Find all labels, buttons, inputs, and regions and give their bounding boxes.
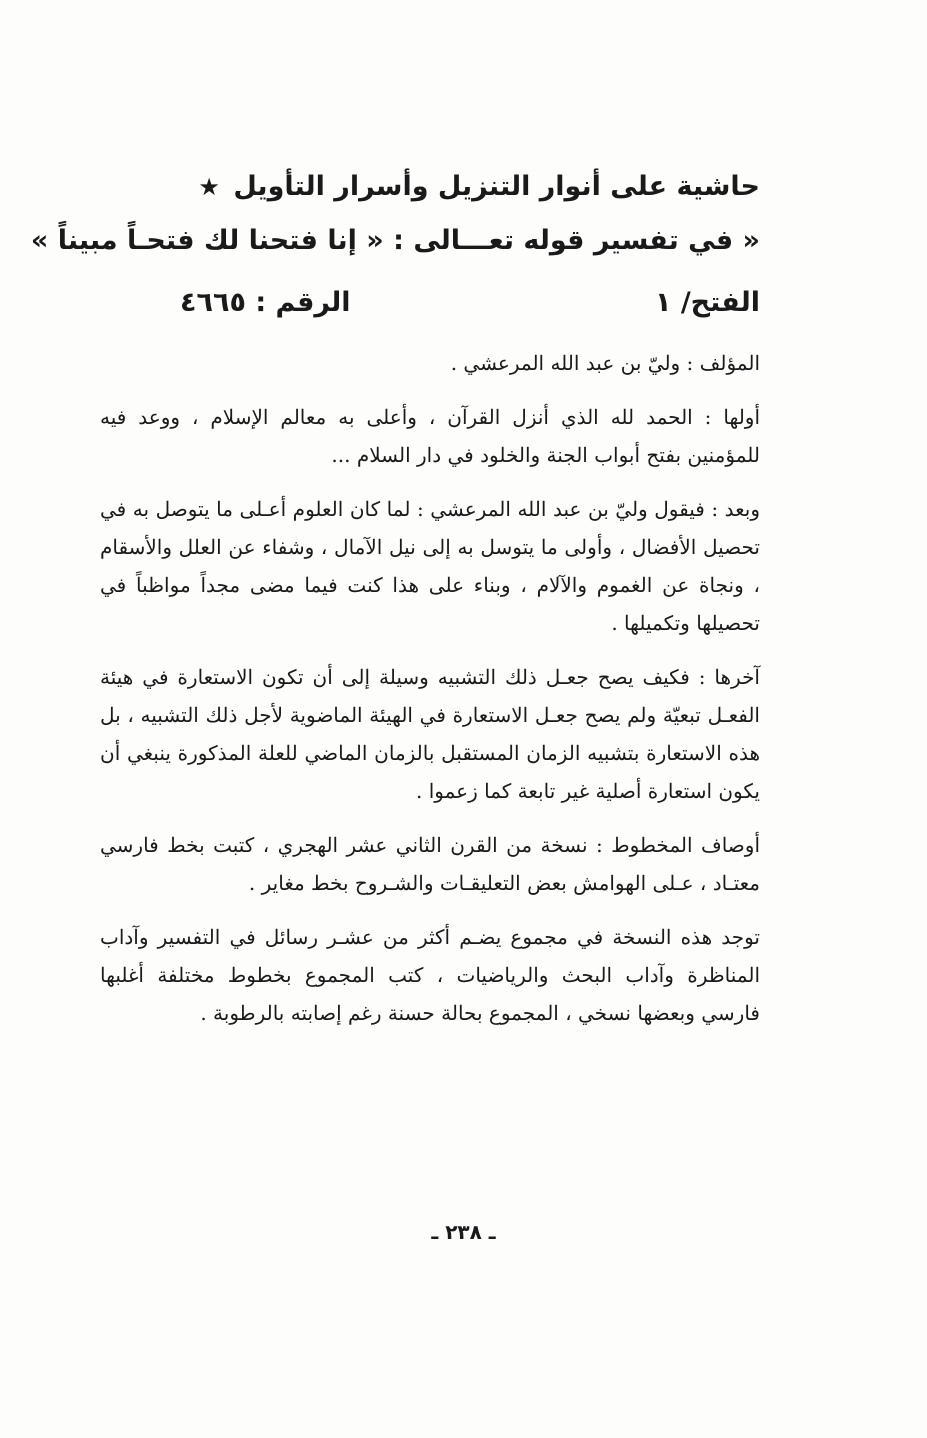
entry-body bbox=[100, 344, 760, 1048]
star-icon: ★ bbox=[198, 173, 220, 201]
paragraph-description: أوصاف المخطوط : نسخة من القرن الثاني عشر الهجري ، كتبت بخط فارسي معتـاد ، عـلى الهوامش بعض التعليقـات والشـروح بخط مغاير . bbox=[100, 833, 760, 895]
entry-reference-line bbox=[180, 276, 760, 330]
paragraph-preface: وبعد : فيقول وليّ بن عبد الله المرعشي : لما كان العلوم أعـلى ما يتوصل به في تحصيل الأفضال ، وأولى ما يتوسل به إلى نيل الآمال ، وشفاء عن العلل والأسقام ، ونجاة عن الغموم والآلام ، وبناء على هذا كنت فيما مضى مجداً مواظباً في تحصيلها وتكميلها . bbox=[100, 497, 760, 635]
paragraph-incipit: أولها : الحمد لله الذي أنزل القرآن ، وأعلى به معالم الإسلام ، ووعد فيه للمؤمنين بفتح أبواب الجنة والخلود في دار السلام ... bbox=[100, 405, 760, 467]
paragraph-location: توجد هذه النسخة في مجموع يضـم أكثر من عشـر رسائل في التفسير وآداب المناظرة وآداب البحث والرياضيات ، كتب المجموع بخطوط مختلفة أغلبها فارسي وبعضها نسخي ، المجموع بحالة حسنة رغم إصابته بالرطوبة . bbox=[100, 925, 760, 1025]
entry-title: حاشية على أنوار التنزيل وأسرار التأويل bbox=[233, 171, 760, 202]
surah-reference: الفتح/ ١ bbox=[654, 287, 760, 318]
paragraph-explicit: آخرها : فكيف يصح جعـل ذلك التشبيه وسيلة إلى أن تكون الاستعارة في هيئة الفعـل تبعيّة ولم يصح جعـل الاستعارة في الهيئة الماضوية لأجل ذلك التشبيه ، بل هذه الاستعارة بتشبيه الزمان المستقبل بالزمان الماضي للعلة المذكورة ينبغي أن يكون استعارة أصلية غير تابعة كما زعموا . bbox=[100, 665, 760, 803]
paragraph-author: المؤلف : وليّ بن عبد الله المرعشي . bbox=[450, 351, 760, 375]
manuscript-number: الرقم : ٤٦٦٥ bbox=[180, 287, 351, 318]
entry-title-line bbox=[100, 160, 760, 214]
entry-header bbox=[30, 160, 760, 330]
page-number: ـ ٢٣٨ ـ bbox=[431, 1220, 496, 1244]
entry-subtitle: « في تفسير قوله تعـــالى : « إنا فتحنا لك فتحـاً مبيناً » bbox=[30, 225, 760, 256]
